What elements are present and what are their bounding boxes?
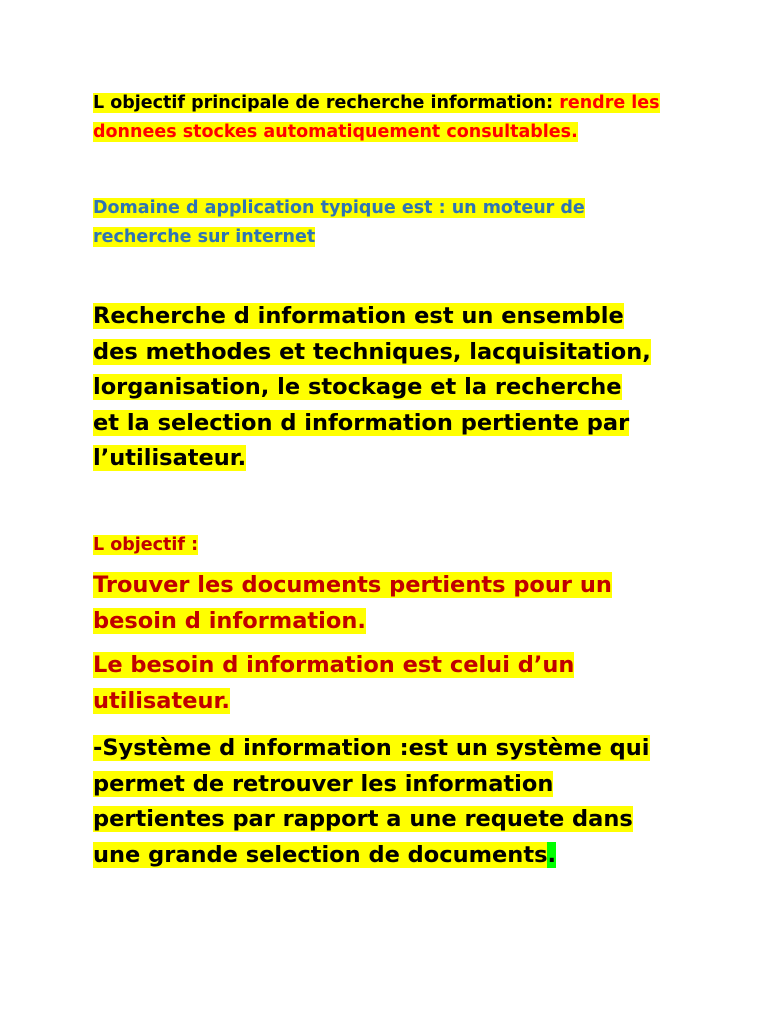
system-definition-text: -Système d information :est un système qui permet de retrouver les information pertientes par rapport a une requete dans une grande selection de documents [93, 735, 650, 868]
objective-heading [93, 531, 198, 559]
objective-point-1-text: Trouver les documents pertients pour un besoin d information. [93, 572, 612, 634]
objective-heading-text: L objectif : [93, 535, 199, 555]
objective-value: rendre les donnees stockes automatiquement consultables. [93, 93, 660, 142]
objective-point-2-text: Le besoin d information est celui d’un utilisateur. [93, 652, 575, 714]
objective-point-2 [93, 648, 693, 719]
application-domain-text: Domaine d application typique est : un moteur de recherche sur internet [93, 198, 585, 247]
definition-paragraph [93, 299, 653, 477]
system-definition-period: . [547, 841, 557, 868]
objective-point-1 [93, 568, 673, 639]
definition-text: Recherche d information est un ensemble des methodes et techniques, lacquisitation, lorganisation, le stockage et la recherche et la selection d information pertiente par l’utilisateur. [93, 303, 651, 471]
system-definition-paragraph [93, 731, 663, 873]
objective-paragraph [93, 89, 683, 146]
application-domain-paragraph [93, 194, 683, 252]
objective-label: L objectif principale de recherche information: [93, 93, 560, 113]
